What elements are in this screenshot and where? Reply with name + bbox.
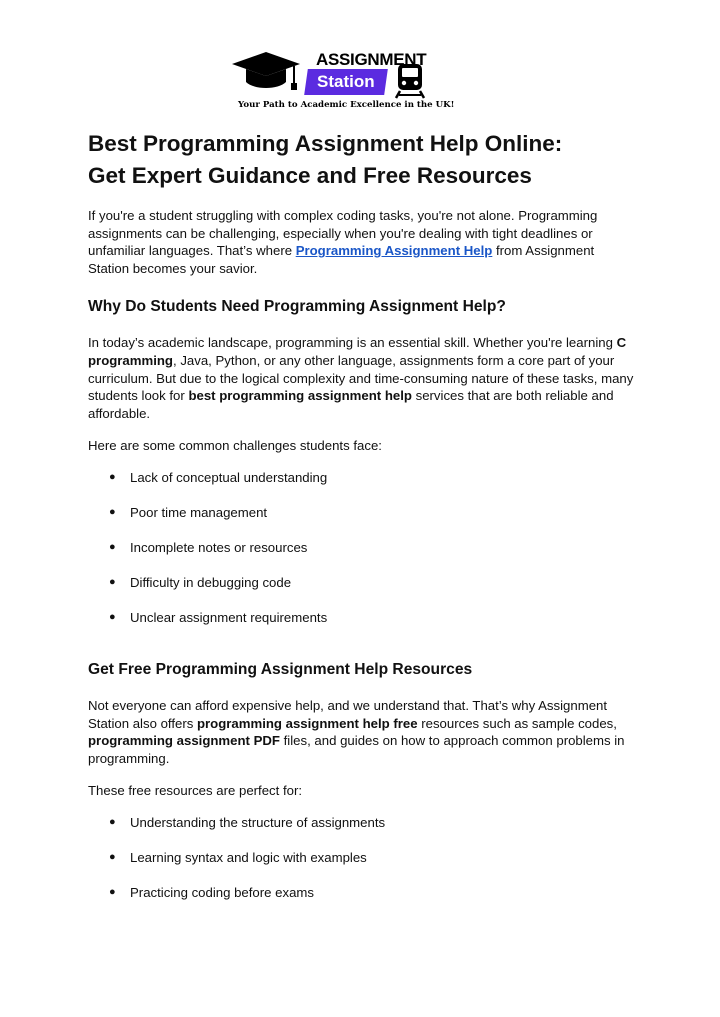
page-title: Best Programming Assignment Help Online: Get Expert Guidance and Free Resources (88, 131, 563, 188)
graduation-cap-icon (232, 52, 300, 90)
list-item: ● Poor time management (109, 504, 268, 520)
section2-paragraph: Not everyone can afford expensive help, and we understand that. That’s why Assignment Station also offers programming assignment help free resources such as sample codes, programming assignment PDF files, and guides on how to approach common problems in programming. (88, 697, 625, 766)
free-resources-list (88, 814, 648, 901)
bullet-icon: ● (109, 815, 116, 828)
bullet-icon: ● (109, 575, 116, 588)
bullet-icon: ● (109, 610, 116, 623)
section1-list-intro: Here are some common challenges students face: (88, 438, 382, 454)
list-item: ● Understanding the structure of assignments (109, 814, 386, 830)
programming-assignment-help-link[interactable]: Programming Assignment Help (295, 243, 493, 259)
section1-paragraph: In today’s academic landscape, programming is an essential skill. Whether you're learning C programming, Java, Python, or any other language, assignments form a core part of your curriculum. But due to the logical complexity and time-consuming nature of these tasks, many students look for best programming assignment help services that are both reliable and affordable. (88, 335, 634, 421)
list-item: ● Lack of conceptual understanding (109, 469, 328, 485)
list-item: ● Unclear assignment requirements (109, 609, 328, 625)
logo-word-assignment: ASSIGNMENT (316, 50, 427, 69)
list-item: ● Practicing coding before exams (109, 884, 314, 900)
article (88, 128, 648, 901)
logo (228, 46, 455, 116)
logo-tagline: Your Path to Academic Excellence in the UK! (238, 100, 455, 110)
section2-list-intro: These free resources are perfect for: (88, 783, 303, 799)
challenges-list (88, 469, 648, 626)
intro-paragraph: If you're a student struggling with complex coding tasks, you're not alone. Programming assignments can be challenging, especially when you're dealing with tight deadlines or unfamiliar languages. That’s where Programming Assignment Help from Assignment Station becomes your savior. (88, 208, 598, 276)
list-item: ● Difficulty in debugging code (109, 574, 292, 590)
list-item: ● Learning syntax and logic with examples (109, 849, 367, 865)
section-heading-why: Why Do Students Need Programming Assignment Help? (88, 298, 506, 316)
bullet-icon: ● (109, 540, 116, 553)
bullet-icon: ● (109, 850, 116, 863)
list-item: ● Incomplete notes or resources (109, 539, 308, 555)
bullet-icon: ● (109, 885, 116, 898)
bullet-icon: ● (109, 470, 116, 483)
section-heading-free-resources: Get Free Programming Assignment Help Resources (88, 660, 473, 678)
logo-word-station: Station (304, 69, 388, 95)
bullet-icon: ● (109, 505, 116, 518)
